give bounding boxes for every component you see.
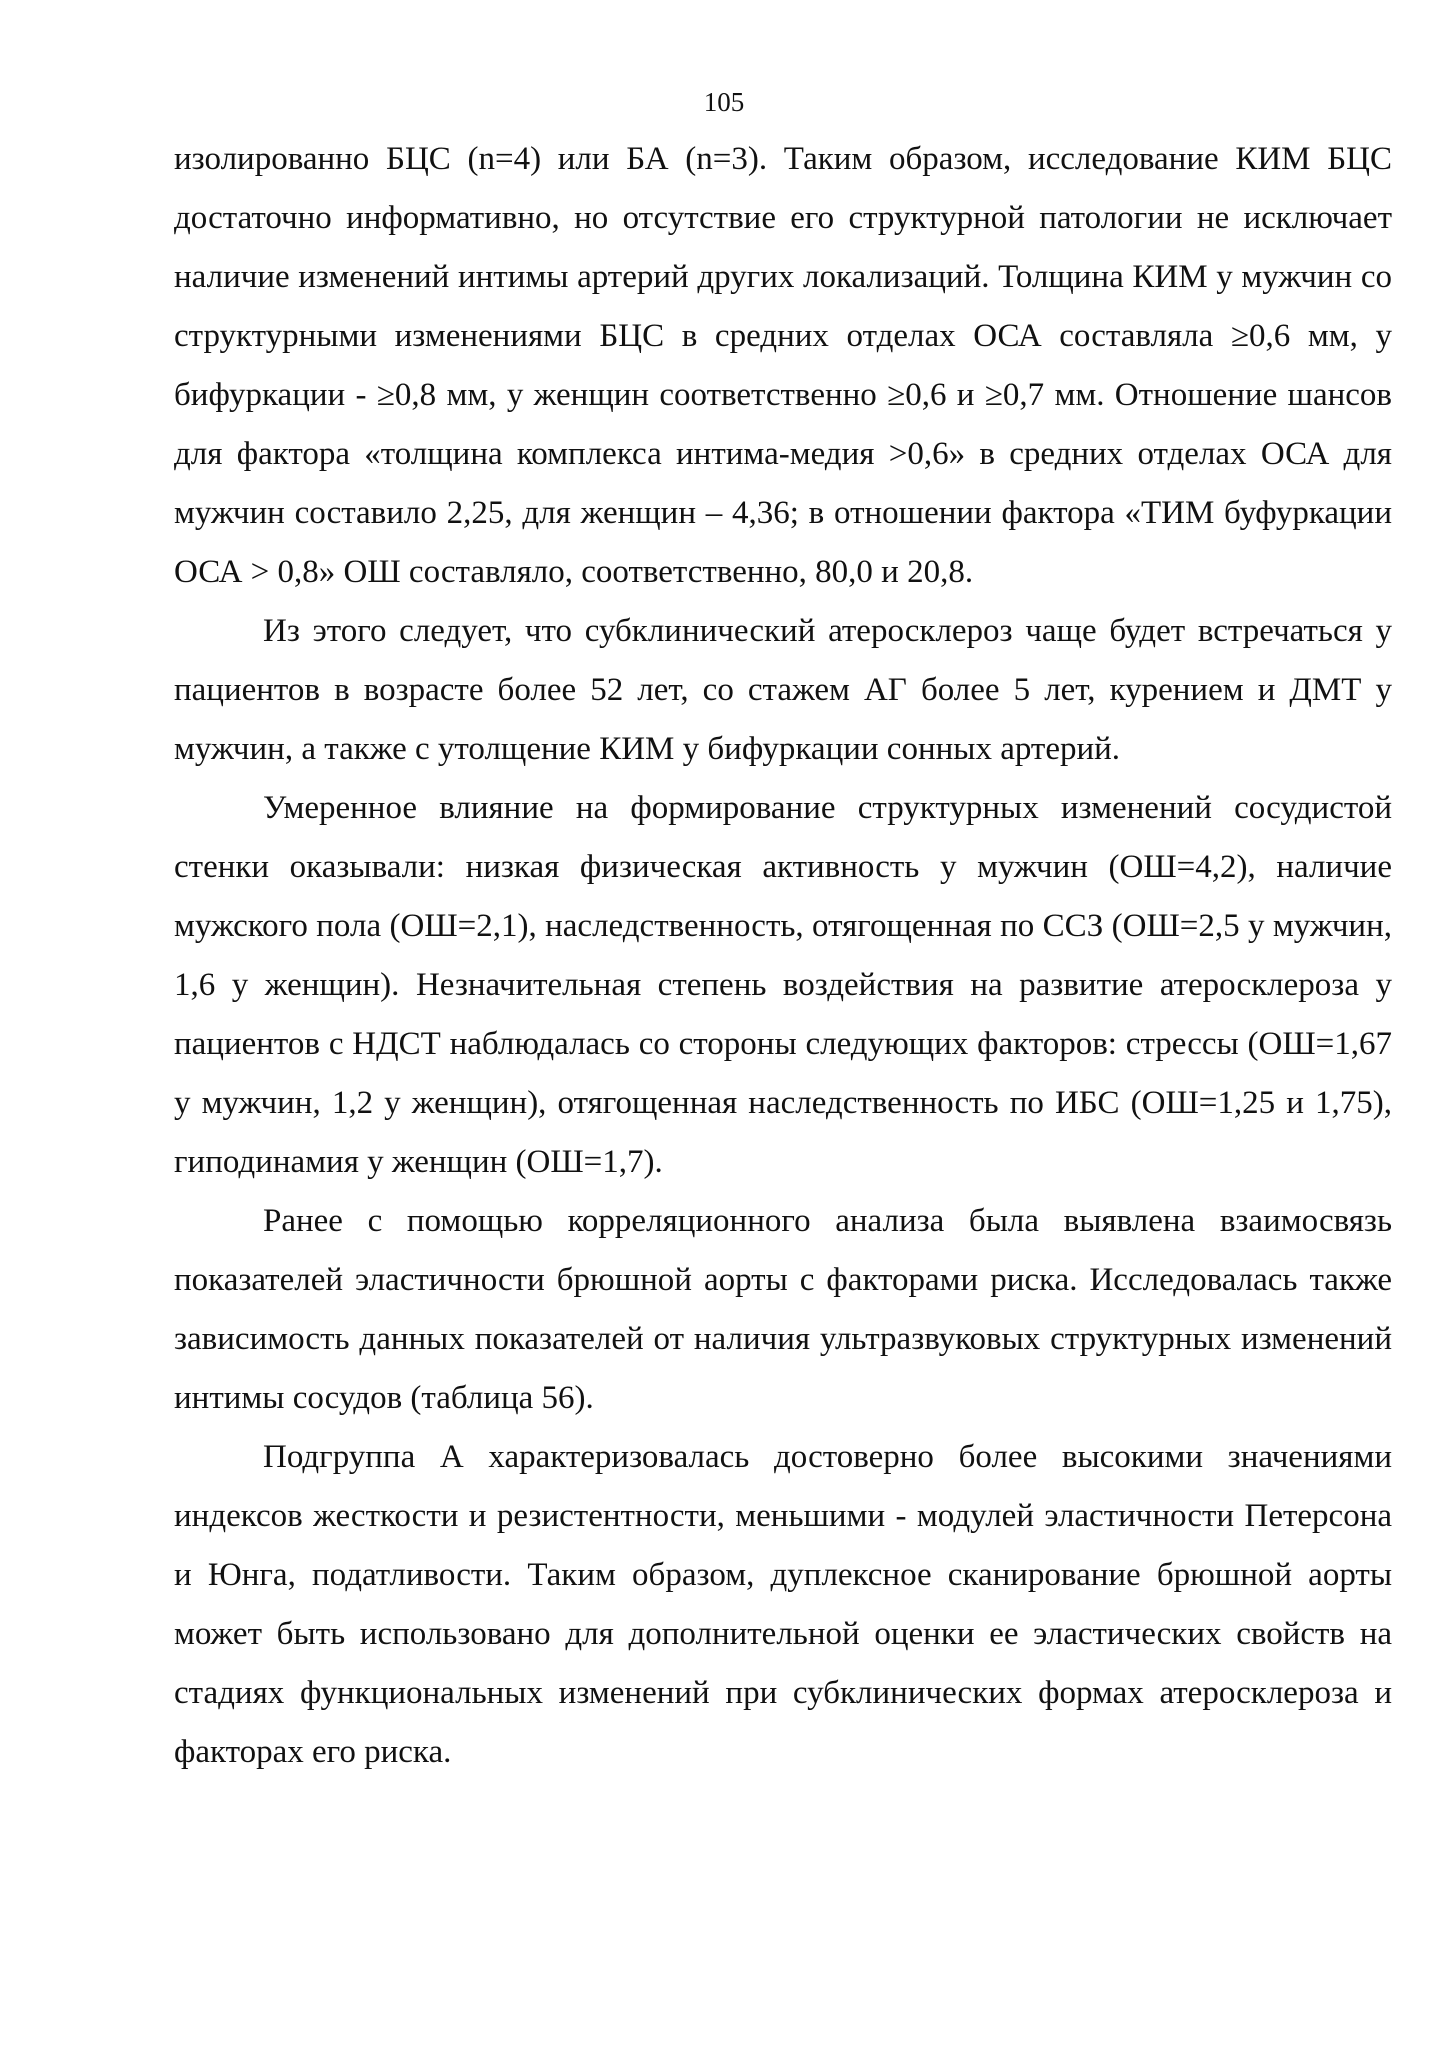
paragraph-3: Умеренное влияние на формирование структурных изменений сосудистой стенки оказывали: низкая физическая активность у мужчин (ОШ=4,2), наличие мужского пола (ОШ=2,1), наследственность, отягощенная по ССЗ (ОШ=2,5 у мужчин, 1,6 у женщин). Незначительная степень воздействия на развитие атеросклероза у пациентов с НДСТ наблюдалась со стороны следующих факторов: стрессы (ОШ=1,67 у мужчин, 1,2 у женщин), отягощенная наследственность по ИБС (ОШ=1,25 и 1,75), гиподинамия у женщин (ОШ=1,7).	[174, 790, 1392, 1180]
body-text	[174, 130, 1392, 1782]
paragraph-4: Ранее с помощью корреляционного анализа была выявлена взаимосвязь показателей эластичности брюшной аорты с факторами риска. Исследовалась также зависимость данных показателей от наличия ультразвуковых структурных изменений интимы сосудов (таблица 56).	[174, 1203, 1392, 1416]
page-number: 105	[703, 87, 745, 117]
paragraph-1: изолированно БЦС (n=4) или БА (n=3). Таким образом, исследование КИМ БЦС достаточно информативно, но отсутствие его структурной патологии не исключает наличие изменений интимы артерий других локализаций. Толщина КИМ у мужчин со структурными изменениями БЦС в средних отделах ОСА составляла ≥0,6 мм, у бифуркации - ≥0,8 мм, у женщин соответственно ≥0,6 и ≥0,7 мм. Отношение шансов для фактора «толщина комплекса интима-медия >0,6» в средних отделах ОСА для мужчин составило 2,25, для женщин – 4,36; в отношении фактора «ТИМ буфуркации ОСА > 0,8» ОШ составляло, соответственно, 80,0 и 20,8.	[174, 141, 1392, 590]
paragraph-5: Подгруппа А характеризовалась достоверно более высокими значениями индексов жесткости и резистентности, меньшими - модулей эластичности Петерсона и Юнга, податливости. Таким образом, дуплексное сканирование брюшной аорты может быть использовано для дополнительной оценки ее эластических свойств на стадиях функциональных изменений при субклинических формах атеросклероза и факторах его риска.	[174, 1439, 1392, 1770]
paragraph-2: Из этого следует, что субклинический атеросклероз чаще будет встречаться у пациентов в возрасте более 52 лет, со стажем АГ более 5 лет, курением и ДМТ у мужчин, а также с утолщение КИМ у бифуркации сонных артерий.	[174, 613, 1392, 767]
